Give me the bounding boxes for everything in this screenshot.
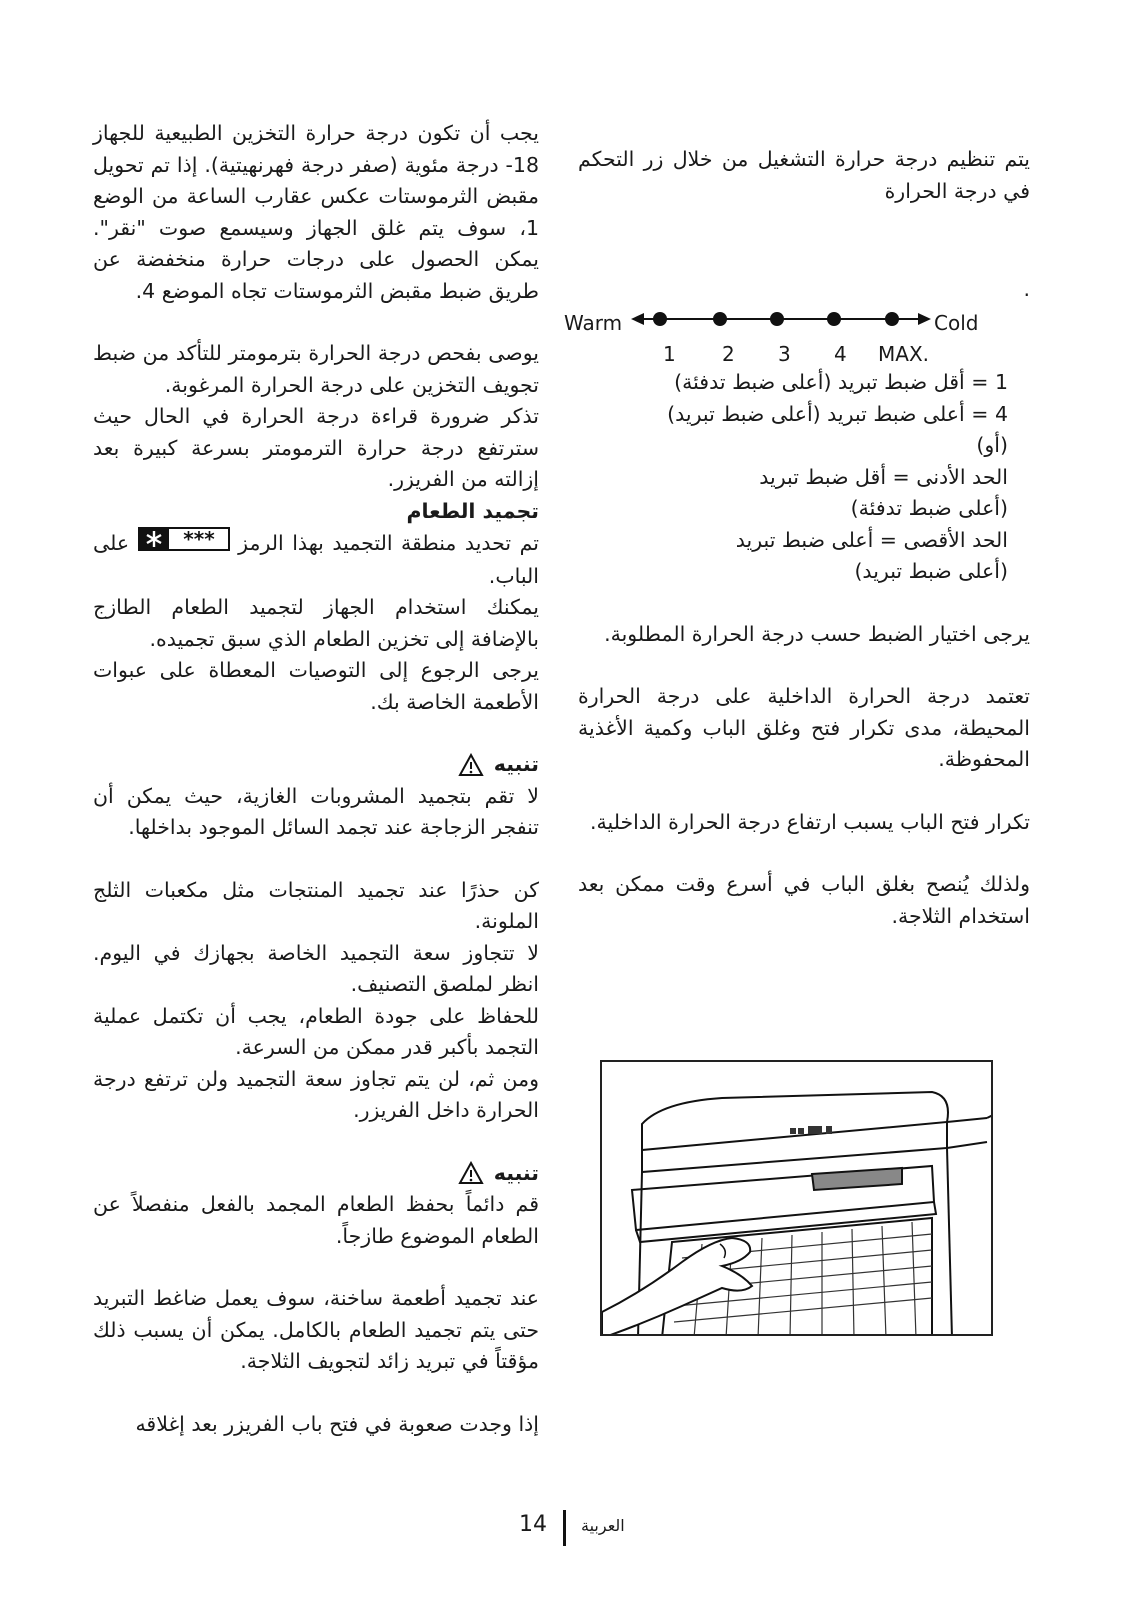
paragraph-close-door: ولذلك يُنصح بغلق الباب في أسرع وقت ممكن بعد استخدام الثلاجة.: [578, 872, 1030, 928]
paragraph-choose-setting: يرجى اختيار الضبط حسب درجة الحرارة المطلوبة.: [604, 621, 1030, 646]
paragraph-internal-temp: تعتمد درجة الحرارة الداخلية على درجة الحرارة المحيطة، مدى تكرار فتح وغلق الباب وكمية الأغذية المحفوظة.: [578, 684, 1030, 771]
heading-freezing-food: تجميد الطعام: [406, 498, 539, 523]
scale-label-3: 3: [778, 342, 791, 366]
paragraph-freezing-zone: [93, 527, 539, 592]
paragraph-thermometer-check: يوصى بفحص درجة الحرارة بترمومتر للتأكد من ضبط تجويف التخزين على درجة الحرارة المرغوبة.: [93, 341, 539, 397]
scale-dot-1: [653, 312, 667, 326]
paragraph-package-recommendations: يرجى الرجوع إلى التوصيات المعطاة على عبوات الأطعمة الخاصة بك.: [93, 658, 539, 714]
paragraph-door-difficulty: إذا وجدت صعوبة في فتح باب الفريزر بعد إغلاقه: [135, 1411, 539, 1436]
paragraph-ice-cubes: كن حذرًا عند تجميد المنتجات مثل مكعبات الثلج الملونة.: [93, 877, 539, 933]
scale-label-1: 1: [663, 342, 676, 366]
setting-line-3: (أو): [976, 433, 1008, 457]
paragraph-fresh-food: يمكنك استخدام الجهاز لتجميد الطعام الطازج بالإضافة إلى تخزين الطعام الذي سبق تجميده.: [93, 595, 539, 651]
page-footer: [0, 1508, 1128, 1548]
warning-1-text: لا تقم بتجميد المشروبات الغازية، حيث يمكن أن تنفجر الزجاجة عند تجمد السائل الموجود بداخلها.: [93, 783, 539, 839]
paragraph-capacity-not-exceeded: ومن ثم، لن يتم تجاوز سعة التجميد ولن ترتفع درجة الحرارة داخل الفريزر.: [93, 1066, 539, 1122]
warm-label: Warm: [564, 311, 623, 335]
scale-dot-2: [713, 312, 727, 326]
scale-label-2: 2: [722, 342, 735, 366]
scale-dot-max: [885, 312, 899, 326]
freezing-zone-text-before: تم تحديد منطقة التجميد بهذا الرمز: [238, 530, 539, 555]
setting-line-2: 4 = أعلى ضبط تبريد (أعلى ضبط تبريد): [667, 401, 1008, 426]
paragraph-storage-temperature: يجب أن تكون درجة حرارة التخزين الطبيعية للجهاز ‎-18 درجة مئوية (صفر درجة فهرنهيتية). إذا تم تحويل مقبض الثرموستات عكس عقارب الساعة من الوضع 1، سوف يتم غلق الجهاز وسيسمع صوت "نقر". يمكن الحصول على درجات حرارة منخفضة عن طريق ضبط مقبض الثرموستات تجاه الموضع 4.: [93, 121, 539, 303]
right-column: [564, 144, 1030, 932]
paragraph-hot-food: عند تجميد أطعمة ساخنة، سوف يعمل ضاغط التبريد حتى يتم تجميد الطعام بالكامل. يمكن أن يسبب ذلك مؤقتاً في تبريد زائد لتجويف الثلاجة.: [93, 1286, 539, 1373]
setting-line-7: (أعلى ضبط تبريد): [854, 559, 1008, 583]
warning-1-title: تنبيه: [493, 752, 539, 776]
freezer-drawer-drawing: [602, 1062, 993, 1336]
freezing-zone-text-after: على الباب.: [93, 530, 539, 588]
setting-line-4: الحد الأدنى = أقل ضبط تبريد: [759, 464, 1008, 489]
freeze-stars-text: ***: [182, 527, 215, 551]
paragraph-thermostat-intro: يتم تنظيم درجة حرارة التشغيل من خلال زر التحكم في درجة الحرارة: [578, 147, 1030, 203]
warning-2-title: تنبيه: [493, 1160, 539, 1185]
page-number: 14: [519, 1512, 547, 1537]
freezer-drawer-illustration: [600, 1060, 993, 1336]
cold-label: Cold: [934, 311, 979, 335]
arrow-left-icon: [631, 313, 644, 325]
paragraph-freezing-capacity: لا تتجاوز سعة التجميد الخاصة بجهازك في اليوم. انظر لملصق التصنيف.: [93, 940, 539, 996]
setting-line-6: الحد الأقصى = أعلى ضبط تبريد: [735, 527, 1008, 552]
warning-triangle-icon: [458, 1161, 484, 1185]
warning-triangle-icon: [458, 753, 484, 777]
warning-1: [93, 749, 539, 781]
paragraph-food-quality: للحفاظ على جودة الطعام، يجب أن تكتمل عملية التجمد بأكبر قدر ممكن من السرعة.: [93, 1003, 539, 1059]
footer-divider: [563, 1510, 566, 1546]
left-column: [93, 118, 539, 1440]
scale-label-4: 4: [834, 342, 847, 366]
paragraph-read-immediately: تذكر ضرورة قراءة درجة الحرارة في الحال حيث سترتفع درجة حرارة الترمومتر بسرعة كبيرة بعد إزالته من الفريزر.: [93, 404, 539, 491]
warning-2: [93, 1158, 539, 1190]
four-star-freezer-icon: [138, 527, 230, 561]
scale-label-max: MAX.: [878, 342, 929, 366]
warning-2-text: قم دائماً بحفظ الطعام المجمد بالفعل منفصلاً عن الطعام الموضوع طازجاً.: [93, 1192, 539, 1248]
setting-line-1: 1 = أقل ضبط تبريد (أعلى ضبط تدفئة): [674, 370, 1008, 394]
arrow-right-icon: [918, 313, 931, 325]
footer-language: العربية: [581, 1516, 625, 1535]
scale-dot-3: [770, 312, 784, 326]
thermostat-scale: [564, 303, 1004, 366]
paragraph-door-opening: تكرار فتح الباب يسبب ارتفاع درجة الحرارة الداخلية.: [590, 809, 1030, 834]
scale-dot-4: [827, 312, 841, 326]
setting-line-5: (أعلى ضبط تدفئة): [850, 496, 1008, 520]
stray-dot: .: [1023, 277, 1030, 301]
